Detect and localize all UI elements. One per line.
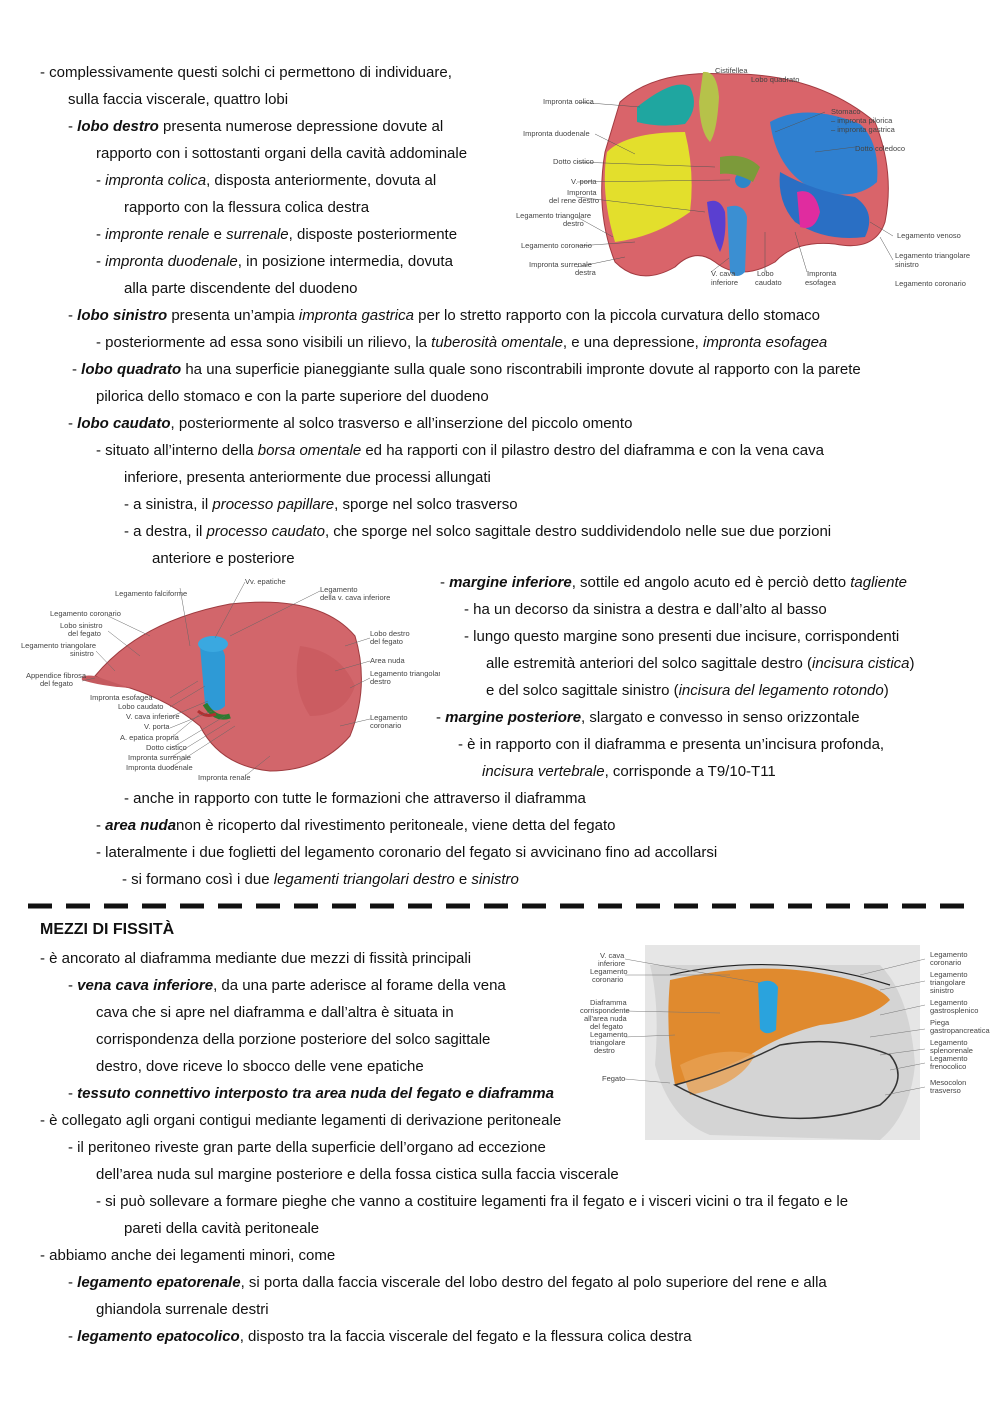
block1-italic: impronta esofagea xyxy=(703,334,828,351)
svg-text:Legamento: Legamento xyxy=(930,998,968,1007)
block2-text: - xyxy=(96,817,106,834)
block1-text: , disposta anteriormente, dovuta al xyxy=(206,172,437,189)
svg-text:V. cava: V. cava xyxy=(600,951,625,960)
block1-text: , posteriormente al solco trasverso e all’inserzione del piccolo omento xyxy=(170,415,633,432)
svg-text:Impronta esofagea: Impronta esofagea xyxy=(90,693,153,702)
svg-text:V. cava inferiore: V. cava inferiore xyxy=(126,712,180,721)
block1-text: , disposte posteriormente xyxy=(288,226,458,243)
block2-italic: incisura cistica xyxy=(812,655,910,672)
block3-text: abbiamo anche dei legamenti minori, come xyxy=(49,1247,336,1264)
svg-text:V. cava: V. cava xyxy=(711,269,736,278)
block2-text: è in rapporto con il diaframma e presenta un’incisura profonda, xyxy=(467,736,885,753)
block3-line xyxy=(96,1004,454,1022)
svg-text:Legamento: Legamento xyxy=(930,950,968,959)
block2-line xyxy=(458,736,884,754)
block3-text: - xyxy=(40,1112,50,1129)
block1-text: a sinistra, il xyxy=(133,496,213,513)
block1-term: lobo sinistro xyxy=(77,307,168,324)
block2-italic: incisura del legamento rotondo xyxy=(678,682,884,699)
section-divider xyxy=(28,898,978,908)
section-heading: MEZZI DI FISSITÀ xyxy=(40,921,175,938)
block2-text: - xyxy=(436,709,446,726)
block1-line xyxy=(68,415,632,433)
block1-line xyxy=(124,469,491,487)
block2-text: e xyxy=(454,871,472,888)
svg-text:splenorenale: splenorenale xyxy=(930,1046,973,1055)
block1-italic: impronta duodenale xyxy=(105,253,238,270)
block2-text: alle estremità anteriori del solco sagittale destro ( xyxy=(486,655,812,672)
block1-text: , che sporge nel solco sagittale destro suddividendolo nelle sue due porzioni xyxy=(324,523,832,540)
svg-text:frenocolico: frenocolico xyxy=(930,1062,967,1071)
block2-text: lungo questo margine sono presenti due incisure, corrispondenti xyxy=(473,628,900,645)
svg-text:del rene destro: del rene destro xyxy=(549,196,600,205)
svg-text:destro: destro xyxy=(370,677,391,686)
block3-text: destro, dove riceve lo sbocco delle vene epatiche xyxy=(96,1058,424,1075)
block3-term: legamento epatorenale xyxy=(77,1274,241,1291)
block2-text: - xyxy=(124,790,134,807)
block1-line xyxy=(96,226,457,244)
block2-line xyxy=(124,790,586,808)
svg-text:Legamento falciforme: Legamento falciforme xyxy=(115,589,188,598)
block1-line xyxy=(96,442,824,460)
block3-line xyxy=(96,1301,269,1319)
block1-text: a destra, il xyxy=(133,523,207,540)
block1-line xyxy=(72,361,861,379)
fig1-label: Cistifellea xyxy=(715,66,748,75)
block3-text: , disposto tra la faccia viscerale del fegato e la flessura colica destra xyxy=(239,1328,692,1345)
block3-text: - xyxy=(96,1193,106,1210)
block3-text: ghiandola surrenale destri xyxy=(96,1301,269,1318)
svg-text:sinistro: sinistro xyxy=(70,649,94,658)
block1-text: , e una depressione, xyxy=(562,334,704,351)
block1-text: ha una superficie pianeggiante sulla quale sono riscontrabili impronte dovute al rapporto con la parete xyxy=(181,361,861,378)
block2-text: ha un decorso da sinistra a destra e dall’alto al basso xyxy=(473,601,827,618)
block1-text: - xyxy=(68,307,78,324)
block3-line xyxy=(40,950,471,968)
svg-text:Lobo sinistro: Lobo sinistro xyxy=(60,621,103,630)
block3-text: - xyxy=(68,1085,78,1102)
block2-line xyxy=(440,574,907,592)
block1-text: alla parte discendente del duodeno xyxy=(124,280,358,297)
svg-text:corrispondente: corrispondente xyxy=(580,1006,630,1015)
svg-text:Lobo quadrato: Lobo quadrato xyxy=(751,75,800,84)
svg-text:destra: destra xyxy=(575,268,596,277)
block1-line xyxy=(152,550,295,568)
block1-italic: impronta gastrica xyxy=(298,307,414,324)
block2-text: - xyxy=(440,574,450,591)
svg-text:della v. cava inferiore: della v. cava inferiore xyxy=(320,593,391,602)
svg-text:Dotto cistico: Dotto cistico xyxy=(553,157,594,166)
block2-text: anche in rapporto con tutte le formazioni che attraverso il diaframma xyxy=(133,790,586,807)
block1-line xyxy=(68,118,443,136)
block3-line xyxy=(96,1166,619,1184)
block2-line xyxy=(482,763,776,781)
block3-text: pareti della cavità peritoneale xyxy=(124,1220,320,1237)
block1-text: - xyxy=(96,442,106,459)
svg-text:caudato: caudato xyxy=(755,278,782,287)
svg-text:V. porta: V. porta xyxy=(571,177,597,186)
block1-line xyxy=(96,388,489,406)
block3-text: dell’area nuda sul margine posteriore e della fossa cistica sulla faccia viscerale xyxy=(96,1166,619,1183)
svg-text:Legamento coronario: Legamento coronario xyxy=(895,279,966,288)
svg-text:Legamento coronario: Legamento coronario xyxy=(50,609,121,618)
svg-text:coronario: coronario xyxy=(370,721,402,730)
svg-text:destro: destro xyxy=(563,219,584,228)
block1-line xyxy=(68,91,288,109)
svg-text:Lobo caudato: Lobo caudato xyxy=(118,702,164,711)
svg-text:Diaframma: Diaframma xyxy=(590,998,627,1007)
block2-text: lateralmente i due foglietti del legamento coronario del fegato si avvicinano fino ad accollarsi xyxy=(105,844,718,861)
block1-text: complessivamente questi solchi ci permettono di individuare, xyxy=(49,64,452,81)
block3-text: , da una parte aderisce al forame della vena xyxy=(213,977,506,994)
block1-text: pilorica dello stomaco e con la parte superiore del duodeno xyxy=(96,388,489,405)
svg-text:del fegato: del fegato xyxy=(590,1022,623,1031)
block2-text: - xyxy=(464,601,474,618)
block3-term: tessuto connettivo interposto tra area nuda del fegato e diaframma xyxy=(77,1085,554,1102)
svg-text:Legamento venoso: Legamento venoso xyxy=(897,231,961,240)
svg-text:sinistro: sinistro xyxy=(895,260,919,269)
svg-text:Piega: Piega xyxy=(930,1018,950,1027)
block3-line xyxy=(96,1031,490,1049)
block1-text: presenta numerose depressione dovute al xyxy=(158,118,444,135)
svg-text:Legamento: Legamento xyxy=(590,1030,628,1039)
block1-text: presenta un’ampia xyxy=(167,307,299,324)
svg-text:Lobo: Lobo xyxy=(757,269,774,278)
block3-text: il peritoneo riveste gran parte della superficie dell’organo ad eccezione xyxy=(77,1139,546,1156)
block2-text: ) xyxy=(909,655,915,672)
svg-text:triangolare: triangolare xyxy=(590,1038,626,1047)
block1-text: - xyxy=(96,226,106,243)
block1-italic: tuberosità omentale xyxy=(431,334,563,351)
block2-text: ) xyxy=(883,682,889,699)
block3-line xyxy=(124,1220,319,1238)
block1-line xyxy=(40,64,452,82)
block1-text: rapporto con la flessura colica destra xyxy=(124,199,370,216)
block2-italic: incisura vertebrale xyxy=(482,763,605,780)
block1-text: posteriormente ad essa sono visibili un rilievo, la xyxy=(105,334,432,351)
svg-text:Impronta colica: Impronta colica xyxy=(543,97,594,106)
svg-text:esofagea: esofagea xyxy=(805,278,836,287)
block1-text: - xyxy=(68,118,78,135)
block1-line xyxy=(96,172,436,190)
block1-text: - xyxy=(40,64,50,81)
svg-text:Appendice fibrosa: Appendice fibrosa xyxy=(26,671,87,680)
block1-line xyxy=(124,280,358,298)
block1-text: - xyxy=(68,415,78,432)
block3-line xyxy=(40,1112,561,1130)
svg-text:Impronta surrenale: Impronta surrenale xyxy=(529,260,592,269)
block3-term: legamento epatocolico xyxy=(77,1328,240,1345)
block1-line xyxy=(124,496,518,514)
svg-text:Impronta surrenale: Impronta surrenale xyxy=(128,753,191,762)
block2-text: , sottile ed angolo acuto ed è perciò detto xyxy=(571,574,851,591)
svg-text:del fegato: del fegato xyxy=(40,679,73,688)
block2-text: non è ricoperto dal rivestimento peritoneale, viene detta xyxy=(176,817,550,834)
block1-italic: impronta colica xyxy=(105,172,207,189)
block1-text: , sporge nel solco trasverso xyxy=(334,496,518,513)
block3-line xyxy=(68,1085,554,1103)
block1-text: - xyxy=(96,172,106,189)
block3-line xyxy=(68,1328,692,1346)
block1-italic: processo caudato xyxy=(206,523,325,540)
block2-text: , corrisponde a T9/10-T11 xyxy=(604,763,776,780)
block1-line xyxy=(96,334,827,352)
svg-text:Area nuda: Area nuda xyxy=(370,656,405,665)
block1-term: lobo quadrato xyxy=(81,361,182,378)
svg-text:destro: destro xyxy=(594,1046,615,1055)
block3-text: si può sollevare a formare pieghe che vanno a costituire legamenti fra il fegato e i visceri vicini o tra il fegato e le xyxy=(105,1193,849,1210)
svg-text:inferiore: inferiore xyxy=(598,959,626,968)
svg-text:Impronta duodenale: Impronta duodenale xyxy=(126,763,193,772)
block1-text: - xyxy=(96,253,106,270)
svg-text:sinistro: sinistro xyxy=(930,986,954,995)
svg-text:– impronta pilorica: – impronta pilorica xyxy=(831,116,893,125)
svg-text:Legamento: Legamento xyxy=(320,585,358,594)
svg-text:Legamento triangolare: Legamento triangolare xyxy=(516,211,592,220)
block3-text: - xyxy=(40,950,50,967)
svg-text:Dotto coledoco: Dotto coledoco xyxy=(855,144,906,153)
svg-text:Legamento: Legamento xyxy=(930,970,968,979)
block3-line xyxy=(96,1058,424,1076)
svg-text:Mesocolon: Mesocolon xyxy=(930,1078,967,1087)
block2-text: si formano così i due xyxy=(131,871,274,888)
block1-text: sulla faccia viscerale, quattro lobi xyxy=(68,91,289,108)
block3-text: - xyxy=(68,977,78,994)
svg-text:Fegato: Fegato xyxy=(602,1074,626,1083)
liver-posterior-figure xyxy=(20,576,440,791)
block1-text: ed ha rapporti con il pilastro destro del diaframma e con la vena cava xyxy=(361,442,824,459)
block3-text: è collegato agli organi contigui mediante legamenti di derivazione peritoneale xyxy=(49,1112,562,1129)
block2-line xyxy=(96,817,616,835)
svg-text:coronario: coronario xyxy=(930,958,962,967)
svg-text:Impronta: Impronta xyxy=(567,188,597,197)
block3-line xyxy=(68,1274,827,1292)
svg-text:Legamento: Legamento xyxy=(930,1054,968,1063)
block2-line xyxy=(122,871,519,889)
block1-text: - xyxy=(96,334,106,351)
block3-line xyxy=(40,1247,335,1265)
svg-text:Legamento coronario: Legamento coronario xyxy=(521,241,592,250)
block2-term: area nuda xyxy=(105,817,177,834)
block2-text: , slargato e convesso in senso orizzontale xyxy=(581,709,860,726)
svg-text:Legamento: Legamento xyxy=(590,967,628,976)
block1-text: situato all’interno della xyxy=(105,442,258,459)
svg-text:Legamento triangolare: Legamento triangolare xyxy=(895,251,971,260)
svg-text:triangolare: triangolare xyxy=(930,978,966,987)
block1-text: - xyxy=(124,496,134,513)
block3-text: corrispondenza della porzione posteriore del solco sagittale xyxy=(96,1031,491,1048)
svg-text:Stomaco: Stomaco xyxy=(831,107,861,116)
block1-term: lobo destro xyxy=(77,118,159,135)
svg-text:all'area nuda: all'area nuda xyxy=(584,1014,627,1023)
block2-text: - xyxy=(464,628,474,645)
svg-text:del fegato: del fegato xyxy=(370,637,403,646)
block2-text: del fegato xyxy=(549,817,616,834)
svg-text:A. epatica propria: A. epatica propria xyxy=(120,733,179,742)
svg-text:Impronta: Impronta xyxy=(807,269,837,278)
block1-term: lobo caudato xyxy=(77,415,171,432)
liver-visceral-figure xyxy=(515,62,985,297)
block3-text: è ancorato al diaframma mediante due mezzi di fissità principali xyxy=(49,950,472,967)
block1-text: e xyxy=(209,226,227,243)
block3-term: vena cava inferiore xyxy=(77,977,214,994)
svg-text:gastrosplenico: gastrosplenico xyxy=(930,1006,979,1015)
block1-line xyxy=(124,523,831,541)
svg-text:Legamento: Legamento xyxy=(930,1038,968,1047)
svg-text:Lobo destro: Lobo destro xyxy=(370,629,410,638)
svg-text:Legamento triangolare: Legamento triangolare xyxy=(21,641,97,650)
block2-italic: legamenti triangolari destro xyxy=(273,871,455,888)
block2-text: e del solco sagittale sinistro ( xyxy=(486,682,679,699)
block2-term: margine posteriore xyxy=(445,709,582,726)
block3-line xyxy=(96,1193,848,1211)
svg-text:gastropancreatica: gastropancreatica xyxy=(930,1026,990,1035)
block2-italic: sinistro xyxy=(471,871,519,888)
block1-line xyxy=(96,253,453,271)
svg-text:Dotto cistico: Dotto cistico xyxy=(146,743,187,752)
svg-text:del fegato: del fegato xyxy=(68,629,101,638)
svg-text:V. porta: V. porta xyxy=(144,722,170,731)
block2-italic: tagliente xyxy=(850,574,907,591)
block1-line xyxy=(124,199,369,217)
block2-text: - xyxy=(458,736,468,753)
block1-italic: processo papillare xyxy=(212,496,335,513)
block3-text: , si porta dalla faccia viscerale del lobo destro del fegato al polo superiore del rene e alla xyxy=(240,1274,827,1291)
block3-text: - xyxy=(68,1274,78,1291)
block1-text: - xyxy=(124,523,134,540)
block3-line xyxy=(68,977,506,995)
liver-ligaments-figure xyxy=(580,945,990,1150)
block2-line xyxy=(436,709,860,727)
svg-text:Impronta renale: Impronta renale xyxy=(198,773,251,782)
block1-italic: borsa omentale xyxy=(257,442,362,459)
block1-text: , in posizione intermedia, dovuta xyxy=(237,253,453,270)
block3-text: cava che si apre nel diaframma e dall’altra è situata in xyxy=(96,1004,454,1021)
block1-text: inferiore, presenta anteriormente due processi allungati xyxy=(124,469,491,486)
block3-text: - xyxy=(68,1139,78,1156)
block2-term: margine inferiore xyxy=(449,574,572,591)
svg-text:Impronta duodenale: Impronta duodenale xyxy=(523,129,590,138)
block3-text: - xyxy=(40,1247,50,1264)
svg-text:Legamento triangolare: Legamento triangolare xyxy=(370,669,440,678)
block1-line xyxy=(68,307,820,325)
block1-text: - xyxy=(72,361,82,378)
block2-text: - xyxy=(122,871,132,888)
svg-text:Vv. epatiche: Vv. epatiche xyxy=(245,577,286,586)
block2-line xyxy=(464,601,827,619)
block2-line xyxy=(486,655,915,673)
block2-line xyxy=(486,682,889,700)
block2-line xyxy=(96,844,717,862)
block1-text: anteriore e posteriore xyxy=(152,550,295,567)
block1-text: rapporto con i sottostanti organi della cavità addominale xyxy=(96,145,468,162)
svg-text:– impronta gastrica: – impronta gastrica xyxy=(831,125,895,134)
svg-text:Legamento: Legamento xyxy=(370,713,408,722)
block1-italic: impronte renale xyxy=(105,226,210,243)
block3-line xyxy=(68,1139,546,1157)
block1-text: per lo stretto rapporto con la piccola curvatura dello stomaco xyxy=(413,307,821,324)
svg-text:coronario: coronario xyxy=(592,975,624,984)
block3-text: - xyxy=(68,1328,78,1345)
svg-text:trasverso: trasverso xyxy=(930,1086,961,1095)
block2-text: - xyxy=(96,844,106,861)
block1-line xyxy=(96,145,467,163)
svg-text:inferiore: inferiore xyxy=(711,278,739,287)
block2-line xyxy=(464,628,899,646)
block1-italic: surrenale xyxy=(226,226,289,243)
